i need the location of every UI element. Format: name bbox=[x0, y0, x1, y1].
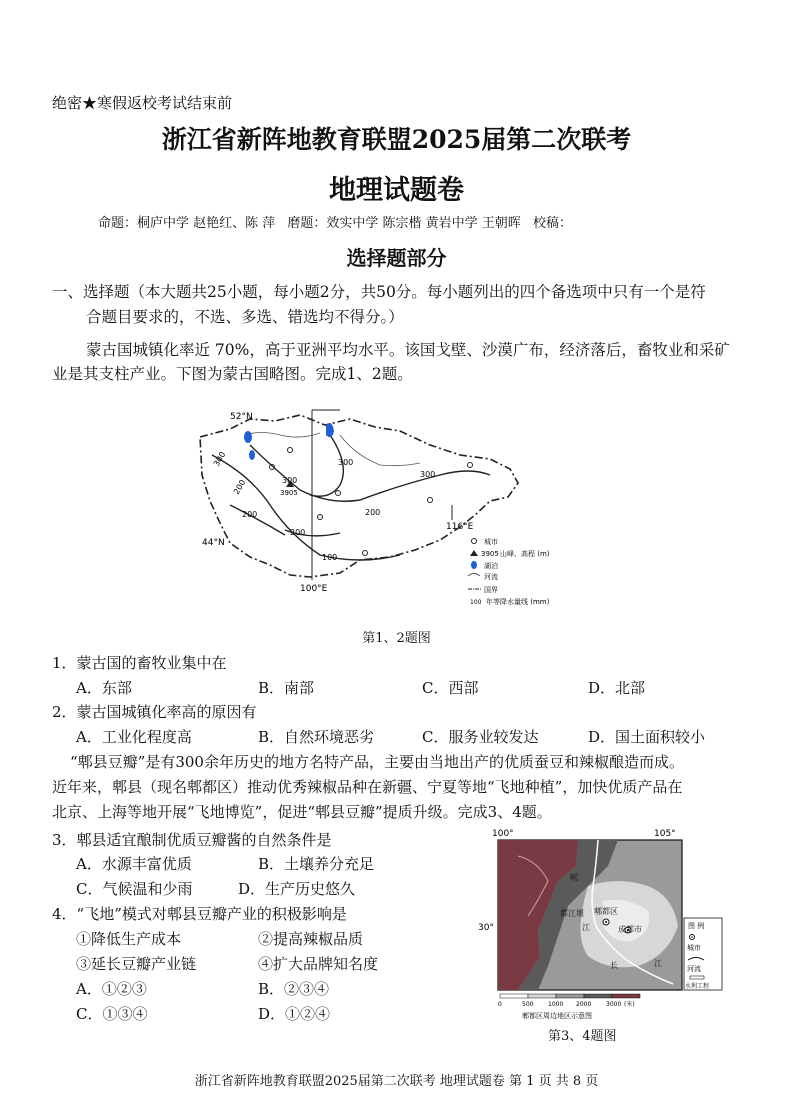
scale-500: 500 bbox=[522, 1001, 534, 1008]
map2-legend-dam: 水利工程 bbox=[685, 983, 710, 990]
passage1-line-2: 业是其支柱产业。下图为蒙古国略图。完成1、2题。 bbox=[52, 365, 413, 383]
isoline-label: 200 bbox=[242, 510, 258, 519]
legend-isoline-sample: 100 bbox=[470, 599, 482, 606]
subject-title: 地理试题卷 bbox=[329, 175, 464, 206]
isoline-label: 200 bbox=[365, 508, 381, 517]
lat-bottom-label: 44°N bbox=[202, 538, 225, 548]
scale-2000: 2000 bbox=[576, 1001, 592, 1008]
passage1-line-1: 蒙古国城镇化率近 70%，高于亚洲平均水平。该国戈壁、沙漠广布，经济落后，畜牧业和采矿 bbox=[86, 341, 730, 359]
legend-river: 河流 bbox=[484, 573, 498, 581]
q4-item-3: ③延长豆瓣产业链 bbox=[76, 955, 197, 973]
q2-option-a[interactable]: A．工业化程度高 bbox=[76, 728, 192, 746]
map2-lat: 30° bbox=[478, 923, 494, 933]
map1-legend bbox=[468, 537, 550, 606]
q3-option-c[interactable]: C．气候温和少雨 bbox=[76, 880, 193, 898]
lat-top-label: 52°N bbox=[230, 412, 253, 422]
map2-lon-right: 105° bbox=[654, 829, 676, 839]
map2-label-chengdu: 成都市 bbox=[618, 925, 642, 934]
q4-option-d[interactable]: D．①②④ bbox=[258, 1005, 331, 1023]
map2-label-min: 岷 bbox=[570, 873, 578, 882]
isoline-label: 100 bbox=[322, 553, 338, 562]
q1-option-c[interactable]: C．西部 bbox=[422, 679, 479, 697]
isoline-label: 300 bbox=[282, 476, 298, 485]
secret-label: 绝密★寒假返校考试结束前 bbox=[52, 94, 233, 112]
legend-isoline: 年等降水量线 (mm) bbox=[486, 598, 550, 606]
q4-item-1: ①降低生产成本 bbox=[76, 930, 182, 948]
q2-stem: 2．蒙古国城镇化率高的原因有 bbox=[52, 703, 257, 721]
map2-caption: 第3、4题图 bbox=[548, 1029, 617, 1044]
legend-border: 国界 bbox=[484, 586, 498, 594]
map2-legend-river: 河流 bbox=[687, 965, 701, 973]
q2-option-d[interactable]: D．国土面积较小 bbox=[588, 728, 706, 746]
peak-elevation-label: 3905 bbox=[280, 489, 298, 497]
map2-legend-city: 城市 bbox=[687, 944, 701, 952]
isoline-label: 300 bbox=[211, 450, 228, 468]
q1-stem: 1．蒙古国的畜牧业集中在 bbox=[52, 654, 227, 672]
q4-option-c[interactable]: C．①③④ bbox=[76, 1005, 148, 1023]
q3-stem: 3．郫县适宜酿制优质豆瓣酱的自然条件是 bbox=[52, 831, 332, 849]
author-reviewer: 磨题：效实中学 陈宗楷 黄岩中学 王朝晖 bbox=[287, 216, 521, 231]
exam-title: 浙江省新阵地教育联盟2025届第二次联考 bbox=[161, 125, 632, 154]
authors-line bbox=[98, 212, 580, 231]
q4-option-b[interactable]: B．②③④ bbox=[258, 980, 330, 998]
q1-option-a[interactable]: A．东部 bbox=[76, 679, 132, 697]
map2-label-jiang2: 江 bbox=[654, 959, 662, 968]
map2-inner-caption: 郫都区周边地区示意图 bbox=[522, 1012, 592, 1020]
q4-option-a[interactable]: A．①②③ bbox=[76, 980, 147, 998]
q2-option-b[interactable]: B．自然环境恶劣 bbox=[258, 728, 375, 746]
q3-option-b[interactable]: B．土壤养分充足 bbox=[258, 855, 375, 873]
map2-label-jiang: 江 bbox=[582, 923, 590, 932]
map2-lon-left: 100° bbox=[492, 829, 514, 839]
page-footer: 浙江省新阵地教育联盟2025届第二次联考 地理试题卷 第 1 页 共 8 页 bbox=[194, 1074, 599, 1089]
legend-peak-value: 3905 bbox=[481, 550, 499, 558]
author-setter: 命题：桐庐中学 赵艳红、陈 萍 bbox=[98, 216, 276, 231]
legend-peak: 山峰、高程 (m) bbox=[500, 550, 550, 558]
lon-left-label: 100°E bbox=[300, 584, 328, 594]
legend-city: 城市 bbox=[484, 538, 498, 546]
q2-option-c[interactable]: C．服务业较发达 bbox=[422, 728, 539, 746]
instructions-line-2: 合题目要求的，不选、多选、错选均不得分。） bbox=[86, 308, 404, 326]
author-proofreader: 校稿： bbox=[532, 216, 572, 231]
lon-right-label: 116°E bbox=[446, 522, 474, 532]
isoline-label: 200 bbox=[290, 528, 306, 537]
q3-option-a[interactable]: A．水源丰富优质 bbox=[76, 855, 192, 873]
instructions-line-1: 一、选择题（本大题共25小题，每小题2分，共50分。每小题列出的四个备选项中只有一个是符 bbox=[52, 283, 706, 301]
scale-0: 0 bbox=[498, 1001, 502, 1008]
passage2-line-3: 北京、上海等地开展“飞地博览”，促进“郫县豆瓣”提质升级。完成3、4题。 bbox=[52, 803, 552, 821]
q1-option-b[interactable]: B．南部 bbox=[258, 679, 315, 697]
section-title: 选择题部分 bbox=[346, 246, 447, 270]
scale-1000: 1000 bbox=[548, 1001, 564, 1008]
map2-label-pidu: 郫都区 bbox=[594, 907, 618, 916]
q3-option-d[interactable]: D．生产历史悠久 bbox=[238, 880, 356, 898]
map2-label-dujiangyan: 都江堰 bbox=[560, 909, 584, 918]
q1-option-d[interactable]: D．北部 bbox=[588, 679, 646, 697]
scale-3000: 3000 bbox=[606, 1001, 622, 1008]
mongolia-map bbox=[190, 405, 610, 620]
map1-caption: 第1、2题图 bbox=[362, 631, 431, 646]
q4-item-2: ②提高辣椒品质 bbox=[258, 930, 364, 948]
map2-label-chang: 长 bbox=[610, 961, 618, 970]
pidu-map bbox=[478, 826, 730, 1022]
q4-stem: 4．“飞地”模式对郫县豆瓣产业的积极影响是 bbox=[52, 905, 347, 923]
scale-unit: (米) bbox=[624, 1001, 635, 1008]
legend-lake: 湖泊 bbox=[484, 562, 498, 570]
isoline-label: 300 bbox=[420, 470, 436, 479]
isoline-label: 300 bbox=[338, 458, 354, 467]
passage2-line-2: 近年来，郫县（现名郫都区）推动优秀辣椒品种在新疆、宁夏等地“飞地种植”，加快优质产品在 bbox=[52, 778, 683, 796]
passage2-line-1: “郫县豆瓣”是有300余年历史的地方名特产品，主要由当地出产的优质蚕豆和辣椒酿造而成。 bbox=[70, 753, 684, 771]
q4-item-4: ④扩大品牌知名度 bbox=[258, 955, 379, 973]
map2-legend-title: 图 例 bbox=[688, 922, 705, 930]
isoline-label: 200 bbox=[231, 478, 248, 496]
